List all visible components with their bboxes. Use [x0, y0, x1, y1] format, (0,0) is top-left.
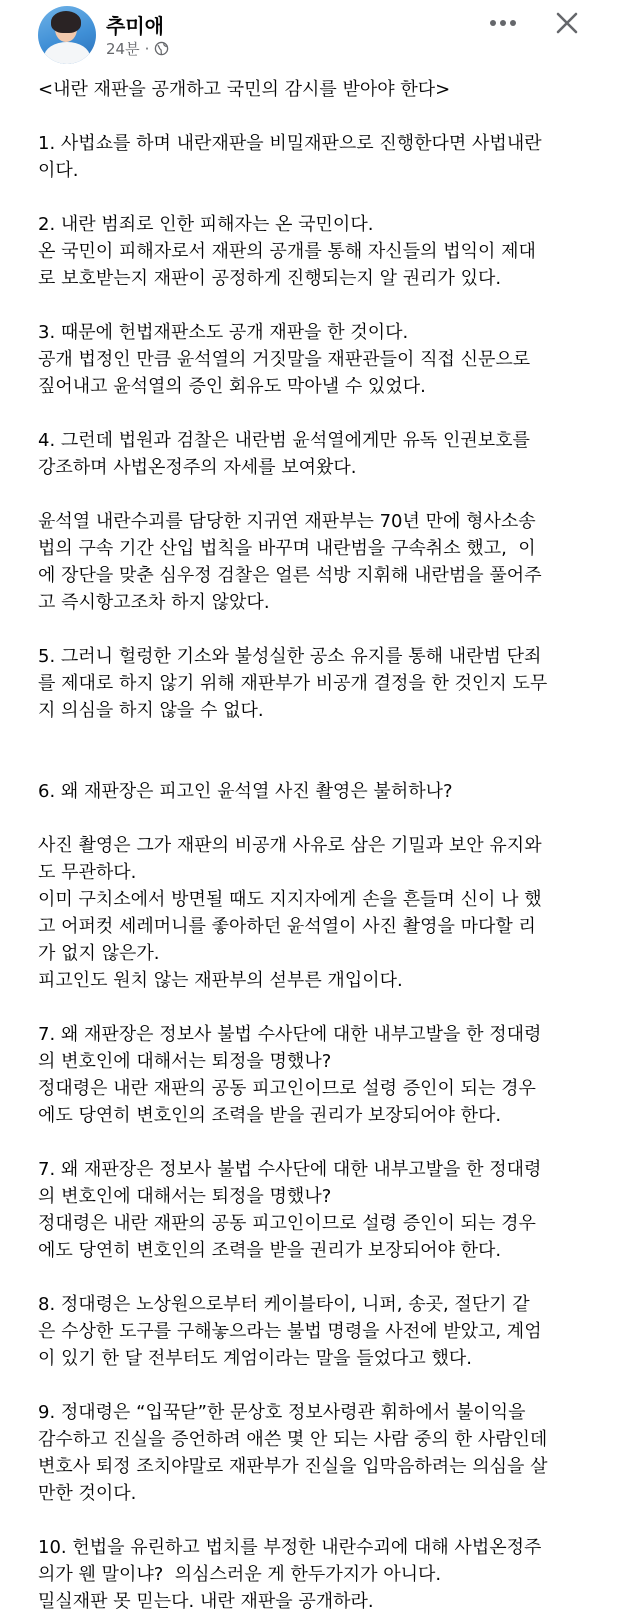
paragraph-6: 6. 왜 재판장은 피고인 윤석열 사진 촬영은 불허하나?: [38, 781, 453, 802]
paragraph-8: 8. 정대령은 노상원으로부터 케이블타이, 니퍼, 송곳, 절단기 같 은 수상한 도구를 구해놓으라는 불법 명령을 사전에 받았고, 계엄 이 있기 한 달 전부터도 계엄이라는 말을 들었다고 했다.: [38, 1294, 542, 1369]
paragraph-5: 5. 그러니 헐렁한 기소와 불성실한 공소 유지를 통해 내란범 단죄 를 제대로 하지 않기 위해 재판부가 비공개 결정을 한 것인지 도무 지 의심을 하지 않을 수 없다.: [38, 646, 548, 721]
close-button[interactable]: [552, 8, 582, 38]
post-meta: [106, 38, 169, 59]
paragraph-6b: 사진 촬영은 그가 재판의 비공개 사유로 삼은 기밀과 보안 유지와 도 무관하다. 이미 구치소에서 방면될 때도 지지자에게 손을 흔들며 신이 나 했 고 어퍼컷 세레머니를 좋아하던 윤석열이 사진 촬영을 마다할 리 가 없지 않은가. 피고인도 원치 않는 재판부의 섣부른 개입이다.: [38, 835, 542, 991]
post-timestamp[interactable]: 24분: [106, 40, 140, 58]
more-horizontal-icon: [488, 19, 518, 27]
paragraph-4: 4. 그런데 법원과 검찰은 내란범 윤석열에게만 유독 인권보호를 강조하며 사법온정주의 자세를 보여왔다.: [38, 430, 530, 478]
paragraph-1: 1. 사법쇼를 하며 내란재판을 비밀재판으로 진행한다면 사법내란 이다.: [38, 133, 542, 181]
avatar-figure: [44, 42, 90, 64]
paragraph-10: 10. 헌법을 유린하고 법치를 부정한 내란수괴에 대해 사법온정주 의가 웬 말이냐? 의심스러운 게 한두가지가 아니다. 밀실재판 못 믿는다. 내란 재판을 공개하라.: [38, 1537, 542, 1612]
post-header: [0, 0, 640, 72]
author-name[interactable]: 추미애: [106, 14, 164, 38]
close-icon: [555, 11, 579, 35]
paragraph-7b: 7. 왜 재판장은 정보사 불법 수사단에 대한 내부고발을 한 정대령 의 변호인에 대해서는 퇴정을 명했나? 정대령은 내란 재판의 공동 피고인이므로 설령 증인이 되는 경우 에도 당연히 변호인의 조력을 받을 권리가 보장되어야 한다.: [38, 1159, 542, 1261]
post-title: <내란 재판을 공개하고 국민의 감시를 받아야 한다>: [38, 79, 451, 100]
more-options-button[interactable]: [486, 10, 520, 36]
globe-icon[interactable]: [154, 41, 169, 56]
meta-separator: ·: [144, 39, 150, 58]
paragraph-7a: 7. 왜 재판장은 정보사 불법 수사단에 대한 내부고발을 한 정대령 의 변호인에 대해서는 퇴정을 명했나? 정대령은 내란 재판의 공동 피고인이므로 설령 증인이 되는 경우 에도 당연히 변호인의 조력을 받을 권리가 보장되어야 한다.: [38, 1024, 542, 1126]
avatar-hair: [51, 11, 81, 33]
author-avatar[interactable]: [38, 6, 96, 64]
post-body: [38, 76, 628, 1615]
paragraph-3: 3. 때문에 헌법재판소도 공개 재판을 한 것이다. 공개 법정인 만큼 윤석열의 거짓말을 재판관들이 직접 신문으로 짚어내고 윤석열의 증인 회유도 막아낼 수 있었다.: [38, 322, 531, 397]
paragraph-2: 2. 내란 범죄로 인한 피해자는 온 국민이다. 온 국민이 피해자로서 재판의 공개를 통해 자신들의 법익이 제대 로 보호받는지 재판이 공정하게 진행되는지 알 권리가 있다.: [38, 214, 536, 289]
paragraph-9: 9. 정대령은 “입꾹닫”한 문상호 정보사령관 휘하에서 불이익을 감수하고 진실을 증언하려 애쓴 몇 안 되는 사람 중의 한 사람인데 변호사 퇴정 조치야말로 재판부가 진실을 입막음하려는 의심을 살 만한 것이다.: [38, 1402, 548, 1504]
paragraph-4b: 윤석열 내란수괴를 담당한 지귀연 재판부는 70년 만에 형사소송 법의 구속 기간 산입 법칙을 바꾸며 내란범을 구속취소 했고, 이 에 장단을 맞춘 심우정 검찰은 얼른 석방 지휘해 내란범을 풀어주 고 즉시항고조차 하지 않았다.: [38, 511, 542, 613]
